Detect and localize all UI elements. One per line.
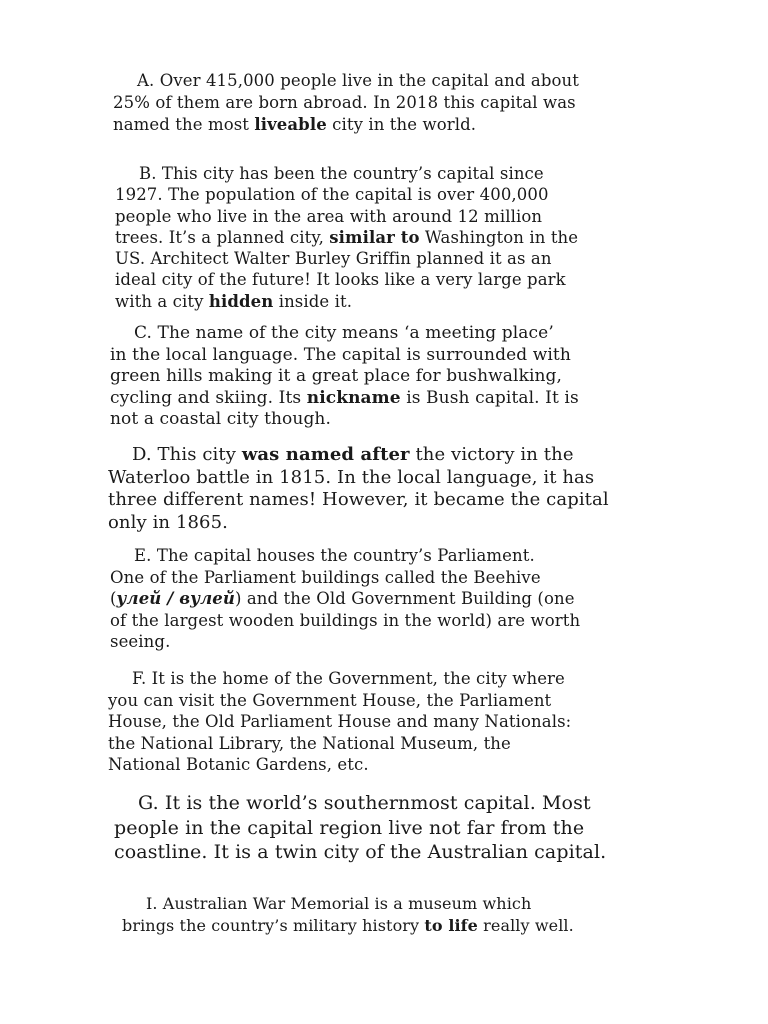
text-run: trees. It’s a planned city, (115, 227, 330, 247)
text-run: really well. (477, 916, 574, 935)
paragraph-line (108, 711, 618, 733)
paragraph-line (108, 444, 638, 467)
text-run: green hills making it a great place for bushwalking, (110, 366, 563, 386)
translation-note: улей / вулей (116, 589, 235, 608)
text-run: ) and the Old Government Building (one (234, 589, 575, 608)
paragraph-line (108, 733, 618, 755)
text-run: F. It is the home of the Government, the city where (132, 669, 565, 688)
text-run: A. Over 415,000 people live in the capital and about (137, 71, 580, 90)
text-run: 1927. The population of the capital is over 400,000 (115, 185, 549, 205)
text-run: brings the country’s military history (122, 916, 425, 935)
paragraph-line (115, 248, 605, 269)
text-run: you can visit the Government House, the Parliament (108, 690, 552, 710)
text-run: G. It is the world’s southernmost capital. Most (138, 792, 591, 814)
highlighted-word: similar to (329, 227, 420, 247)
paragraph-line (122, 915, 612, 937)
paragraph-c (110, 323, 610, 431)
paragraph-line (115, 206, 605, 227)
text-run: coastline. It is a twin city of the Australian capital. (114, 841, 607, 863)
text-run: inside it. (273, 291, 353, 311)
text-run: House, the Old Parliament House and many Nationals: (108, 712, 572, 731)
paragraph-line (110, 545, 620, 567)
highlighted-word: to life (424, 916, 478, 935)
paragraph-line (108, 754, 618, 776)
paragraph-e (110, 545, 620, 653)
paragraph-line (110, 610, 620, 632)
text-run: D. This city (132, 444, 242, 465)
text-run: of the largest wooden buildings in the world) are worth (110, 610, 581, 630)
text-run: only in 1865. (108, 511, 228, 533)
paragraph-line (110, 631, 620, 653)
paragraph-line (110, 588, 620, 610)
highlighted-word: was named after (241, 444, 410, 465)
paragraph-line (108, 489, 638, 512)
paragraph-line (113, 70, 593, 92)
paragraph-a (113, 70, 593, 136)
text-run: people in the capital region live not far from the (114, 816, 585, 839)
highlighted-word: hidden (208, 291, 274, 311)
paragraph-b (115, 163, 605, 312)
paragraph-line (115, 269, 605, 290)
paragraph-f (108, 668, 618, 776)
paragraph-line (108, 690, 618, 712)
paragraph-line (110, 567, 620, 589)
paragraph-line (115, 184, 605, 205)
highlighted-word: nickname (306, 387, 401, 408)
paragraph-line (114, 791, 654, 816)
paragraph-line (110, 388, 610, 410)
paragraph-line (108, 668, 618, 690)
paragraph-line (110, 409, 610, 431)
text-run: ideal city of the future! It looks like a very large park (115, 270, 566, 290)
text-run: with a city (115, 291, 209, 311)
paragraph-line (115, 291, 605, 312)
text-run: not a coastal city though. (110, 409, 331, 429)
paragraph-line (114, 840, 654, 865)
text-run: city in the world. (326, 115, 477, 134)
paragraph-i (122, 893, 612, 937)
paragraph-line (113, 92, 593, 114)
paragraph-d (108, 444, 638, 534)
text-run: three different names! However, it became the capital (108, 489, 609, 510)
text-run: Washington in the (419, 227, 579, 247)
paragraph-line (108, 512, 638, 535)
text-run: One of the Parliament buildings called the Beehive (110, 567, 541, 587)
text-run: is Bush capital. It is (400, 387, 579, 408)
text-run: 25% of them are born abroad. In 2018 this capital was (113, 93, 576, 112)
text-run: people who live in the area with around 12 million (115, 206, 543, 226)
paragraph-line (108, 467, 638, 490)
text-run: in the local language. The capital is surrounded with (110, 344, 571, 365)
text-run: cycling and skiing. Its (110, 387, 307, 408)
paragraph-line (122, 893, 612, 915)
text-run: ( (110, 589, 117, 608)
paragraph-line (115, 227, 605, 248)
text-run: E. The capital houses the country’s Parliament. (134, 546, 535, 565)
text-run: B. This city has been the country’s capital since (139, 164, 544, 183)
paragraph-line (113, 114, 593, 136)
paragraph-line (114, 816, 654, 841)
paragraph-line (110, 323, 610, 345)
paragraph-line (110, 366, 610, 388)
text-run: named the most (113, 115, 255, 134)
text-run: US. Architect Walter Burley Griffin planned it as an (115, 249, 552, 269)
paragraph-line (110, 345, 610, 367)
text-run: C. The name of the city means ‘a meeting place’ (134, 323, 554, 343)
text-run: Waterloo battle in 1815. In the local language, it has (108, 466, 595, 488)
paragraph-line (115, 163, 605, 184)
text-run: the National Library, the National Museum, the (108, 733, 511, 753)
highlighted-word: liveable (254, 115, 327, 134)
text-run: seeing. (110, 632, 171, 651)
text-run: the victory in the (409, 444, 574, 465)
text-run: I. Australian War Memorial is a museum which (146, 894, 532, 913)
text-run: National Botanic Gardens, etc. (108, 755, 369, 774)
paragraph-g (114, 791, 654, 865)
